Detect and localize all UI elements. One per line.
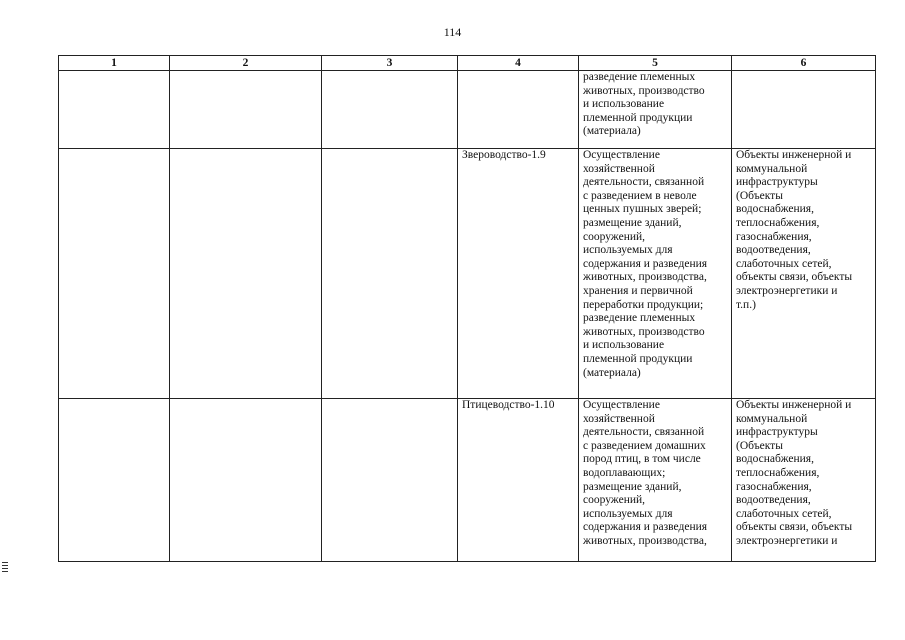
table-cell	[458, 71, 579, 149]
table-cell	[322, 71, 458, 149]
scan-artifact-mark	[2, 562, 8, 574]
land-use-table	[58, 55, 876, 562]
table-cell	[170, 71, 322, 149]
table-row	[59, 71, 876, 149]
permitted-objects-cell: Объекты инженерной и коммунальной инфраструктуры (Объекты водоснабжения, теплоснабжения, газоснабжения, водоотведения, слаботочных сетей, объекты связи, объекты электроэнергетики и т.п.)	[732, 149, 876, 399]
activity-type-cell: Птицеводство-1.10	[458, 399, 579, 562]
column-header-6: 6	[732, 56, 876, 71]
table-cell	[322, 399, 458, 562]
activity-description-cell: Осуществление хозяйственной деятельности, связанной с разведением в неволе ценных пушных зверей; размещение зданий, сооружений, используемых для содержания и разведения животных, производства, хранения и первичной переработки продукции; разведение племенных животных, производство и использование племенной продукции (материала)	[579, 149, 732, 399]
table-row	[59, 399, 876, 562]
table-cell: разведение племенных животных, производство и использование племенной продукции (материала)	[579, 71, 732, 149]
table-header-row	[59, 56, 876, 71]
column-header-1: 1	[59, 56, 170, 71]
table-cell	[59, 71, 170, 149]
activity-type-cell: Звероводство-1.9	[458, 149, 579, 399]
table-cell	[170, 149, 322, 399]
page-number: 114	[443, 25, 462, 39]
column-header-3: 3	[322, 56, 458, 71]
table-cell	[59, 399, 170, 562]
column-header-2: 2	[170, 56, 322, 71]
table-cell	[59, 149, 170, 399]
table-cell	[322, 149, 458, 399]
table-cell	[170, 399, 322, 562]
table-cell	[732, 71, 876, 149]
table-row	[59, 149, 876, 399]
column-header-5: 5	[579, 56, 732, 71]
permitted-objects-cell: Объекты инженерной и коммунальной инфраструктуры (Объекты водоснабжения, теплоснабжения, газоснабжения, водоотведения, слаботочных сетей, объекты связи, объекты электроэнергетики и	[732, 399, 876, 562]
activity-description-cell: Осуществление хозяйственной деятельности, связанной с разведением домашних пород птиц, в том числе водоплавающих; размещение зданий, сооружений, используемых для содержания и разведения животных, производства,	[579, 399, 732, 562]
column-header-4: 4	[458, 56, 579, 71]
